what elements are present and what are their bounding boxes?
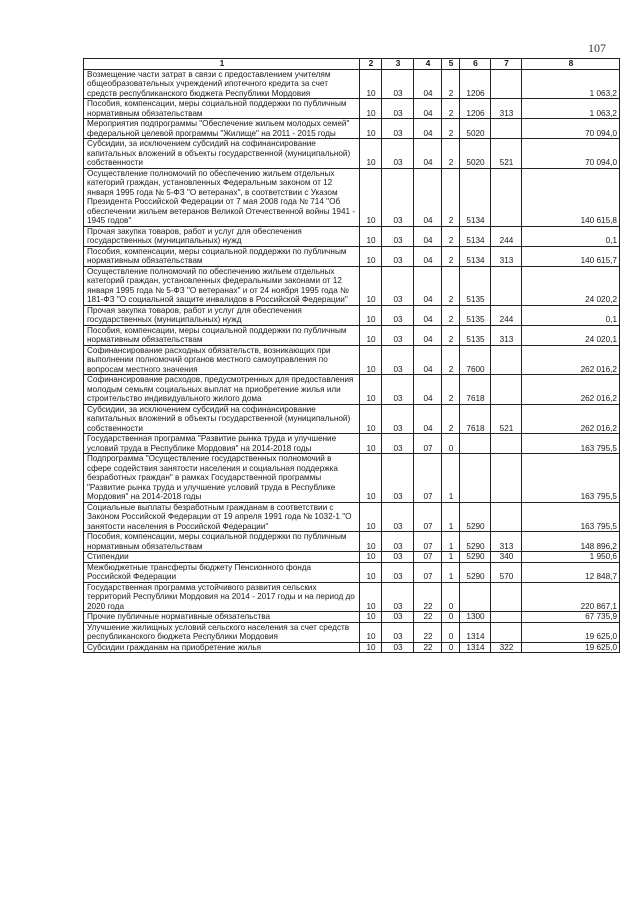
row-code: 5020 [460, 119, 491, 139]
row-subprogram: 1 [442, 552, 460, 563]
row-program: 04 [414, 305, 442, 325]
row-code: 5290 [460, 502, 491, 532]
row-expense-type [491, 266, 522, 305]
row-program: 04 [414, 69, 442, 99]
row-code: 1314 [460, 642, 491, 653]
row-name: Межбюджетные трансферты бюджету Пенсионного фонда Российской Федерации [84, 562, 360, 582]
row-subsection: 03 [382, 622, 414, 642]
row-amount: 70 094,0 [522, 139, 620, 169]
row-amount: 12 848,7 [522, 562, 620, 582]
row-subprogram: 2 [442, 168, 460, 226]
row-amount: 24 020,2 [522, 266, 620, 305]
row-amount: 163 795,5 [522, 454, 620, 503]
row-program: 04 [414, 99, 442, 119]
row-expense-type: 244 [491, 305, 522, 325]
row-subprogram: 0 [442, 612, 460, 623]
row-subprogram: 2 [442, 325, 460, 345]
row-amount: 19 625,0 [522, 642, 620, 653]
budget-table [83, 58, 620, 653]
row-subprogram: 1 [442, 532, 460, 552]
row-program: 04 [414, 325, 442, 345]
row-amount: 262 016,2 [522, 404, 620, 434]
row-name: Пособия, компенсации, меры социальной поддержки по публичным нормативным обязательствам [84, 99, 360, 119]
row-subsection: 03 [382, 325, 414, 345]
row-program: 04 [414, 168, 442, 226]
table-row [84, 454, 620, 503]
row-section: 10 [360, 642, 382, 653]
row-section: 10 [360, 375, 382, 405]
column-header: 4 [414, 59, 442, 70]
row-program: 07 [414, 502, 442, 532]
row-subsection: 03 [382, 562, 414, 582]
row-expense-type [491, 454, 522, 503]
table-row [84, 168, 620, 226]
table-row [84, 246, 620, 266]
table-row [84, 325, 620, 345]
row-section: 10 [360, 532, 382, 552]
row-amount: 67 735,9 [522, 612, 620, 623]
row-section: 10 [360, 404, 382, 434]
table-body [84, 69, 620, 653]
row-name: Осуществление полномочий по обеспечению жильем отдельных категорий граждан, установленных Федеральным законом от 12 января 1995 года № 5-ФЗ "О ветеранах", в соответствии с Указом Президента Российской Федерации от 7 мая 2008 года № 714 "Об обеспечении жильем ветеранов Великой Отечественной войны 1941 - 1945 годов" [84, 168, 360, 226]
row-expense-type [491, 345, 522, 375]
row-amount: 24 020,1 [522, 325, 620, 345]
row-name: Софинансирование расходов, предусмотренных для предоставления молодым семьям социальных выплат на приобретение жилья или строительство индивидуального жилого дома [84, 375, 360, 405]
row-amount: 1 950,6 [522, 552, 620, 563]
row-expense-type: 244 [491, 226, 522, 246]
row-name: Прочая закупка товаров, работ и услуг для обеспечения государственных (муниципальных) нужд [84, 305, 360, 325]
row-subprogram: 1 [442, 502, 460, 532]
row-expense-type: 322 [491, 642, 522, 653]
table-row [84, 434, 620, 454]
row-subsection: 03 [382, 454, 414, 503]
table-row [84, 375, 620, 405]
row-name: Возмещение части затрат в связи с предоставлением учителям общеобразовательных учреждений ипотечного кредита за счет средств республиканского бюджета Республики Мордовия [84, 69, 360, 99]
row-expense-type: 521 [491, 139, 522, 169]
row-amount: 163 795,5 [522, 502, 620, 532]
row-expense-type [491, 119, 522, 139]
row-expense-type: 313 [491, 99, 522, 119]
row-amount: 1 063,2 [522, 69, 620, 99]
row-name: Мероприятия подпрограммы "Обеспечение жильем молодых семей" федеральной целевой программы "Жилище" на 2011 - 2015 годы [84, 119, 360, 139]
row-subprogram: 1 [442, 562, 460, 582]
row-subprogram: 2 [442, 119, 460, 139]
row-name: Пособия, компенсации, меры социальной поддержки по публичным нормативным обязательствам [84, 246, 360, 266]
row-amount: 0,1 [522, 305, 620, 325]
row-name: Пособия, компенсации, меры социальной поддержки по публичным нормативным обязательствам [84, 325, 360, 345]
row-code: 5135 [460, 305, 491, 325]
row-amount: 220 867,1 [522, 582, 620, 612]
row-name: Прочая закупка товаров, работ и услуг для обеспечения государственных (муниципальных) нужд [84, 226, 360, 246]
row-expense-type: 340 [491, 552, 522, 563]
row-name: Субсидии, за исключением субсидий на софинансирование капитальных вложений в объекты государственной (муниципальной) собственности [84, 404, 360, 434]
table-row [84, 139, 620, 169]
row-subsection: 03 [382, 552, 414, 563]
row-program: 22 [414, 622, 442, 642]
row-amount: 262 016,2 [522, 345, 620, 375]
row-section: 10 [360, 454, 382, 503]
table-row [84, 404, 620, 434]
row-code [460, 582, 491, 612]
row-name: Улучшение жилищных условий сельского населения за счет средств республиканского бюджета Республики Мордовия [84, 622, 360, 642]
row-code: 5290 [460, 552, 491, 563]
row-subsection: 03 [382, 168, 414, 226]
table-row [84, 532, 620, 552]
row-expense-type [491, 612, 522, 623]
row-expense-type [491, 622, 522, 642]
table-row [84, 502, 620, 532]
row-name: Субсидии гражданам на приобретение жилья [84, 642, 360, 653]
row-name: Социальные выплаты безработным гражданам в соответствии с Законом Российской Федерации от 19 апреля 1991 года № 1032-1 "О занятости населения в Российской Федерации" [84, 502, 360, 532]
row-code [460, 454, 491, 503]
column-header: 2 [360, 59, 382, 70]
row-code: 5290 [460, 532, 491, 552]
row-subsection: 03 [382, 502, 414, 532]
table-row [84, 552, 620, 563]
row-amount: 262 016,2 [522, 375, 620, 405]
row-subprogram: 2 [442, 375, 460, 405]
row-subsection: 03 [382, 69, 414, 99]
table-row [84, 99, 620, 119]
row-section: 10 [360, 434, 382, 454]
row-program: 04 [414, 375, 442, 405]
table-row [84, 119, 620, 139]
row-expense-type [491, 502, 522, 532]
row-amount: 19 625,0 [522, 622, 620, 642]
row-section: 10 [360, 168, 382, 226]
column-header: 3 [382, 59, 414, 70]
column-header: 7 [491, 59, 522, 70]
table-row [84, 612, 620, 623]
row-amount: 1 063,2 [522, 99, 620, 119]
row-subprogram: 2 [442, 139, 460, 169]
row-subsection: 03 [382, 642, 414, 653]
row-name: Стипендии [84, 552, 360, 563]
row-name: Пособия, компенсации, меры социальной поддержки по публичным нормативным обязательствам [84, 532, 360, 552]
row-subprogram: 2 [442, 345, 460, 375]
row-section: 10 [360, 99, 382, 119]
row-code: 5020 [460, 139, 491, 169]
row-section: 10 [360, 69, 382, 99]
row-code: 7600 [460, 345, 491, 375]
table-row [84, 266, 620, 305]
row-subprogram: 2 [442, 246, 460, 266]
row-expense-type: 570 [491, 562, 522, 582]
row-subprogram: 2 [442, 226, 460, 246]
row-section: 10 [360, 246, 382, 266]
row-code: 1300 [460, 612, 491, 623]
row-code: 7618 [460, 375, 491, 405]
row-name: Субсидии, за исключением субсидий на софинансирование капитальных вложений в объекты государственной (муниципальной) собственности [84, 139, 360, 169]
row-subsection: 03 [382, 99, 414, 119]
table-row [84, 69, 620, 99]
row-subsection: 03 [382, 226, 414, 246]
row-program: 07 [414, 434, 442, 454]
row-subprogram: 2 [442, 404, 460, 434]
row-subprogram: 0 [442, 582, 460, 612]
row-code [460, 434, 491, 454]
row-section: 10 [360, 226, 382, 246]
column-header: 1 [84, 59, 360, 70]
row-amount: 148 896,2 [522, 532, 620, 552]
row-subprogram: 2 [442, 99, 460, 119]
row-subsection: 03 [382, 612, 414, 623]
row-section: 10 [360, 552, 382, 563]
row-program: 04 [414, 246, 442, 266]
row-subprogram: 0 [442, 434, 460, 454]
column-header: 8 [522, 59, 620, 70]
row-name: Государственная программа "Развитие рынка труда и улучшение условий труда в Республике Мордовия" на 2014-2018 годы [84, 434, 360, 454]
table-row [84, 345, 620, 375]
row-program: 04 [414, 266, 442, 305]
table-row [84, 226, 620, 246]
row-name: Подпрограмма "Осуществление государственных полномочий в сфере содействия занятости населения и социальная поддержка безработных граждан" в рамках Государственной программы "Развитие рынка труда и улучшение условий труда в Республике Мордовия" на 2014-2018 годы [84, 454, 360, 503]
row-code: 7618 [460, 404, 491, 434]
row-section: 10 [360, 345, 382, 375]
row-subsection: 03 [382, 119, 414, 139]
row-section: 10 [360, 325, 382, 345]
row-section: 10 [360, 612, 382, 623]
row-section: 10 [360, 119, 382, 139]
row-subsection: 03 [382, 532, 414, 552]
row-code: 5134 [460, 168, 491, 226]
row-subsection: 03 [382, 375, 414, 405]
row-section: 10 [360, 582, 382, 612]
row-code: 1206 [460, 69, 491, 99]
row-program: 07 [414, 532, 442, 552]
row-subsection: 03 [382, 434, 414, 454]
row-subsection: 03 [382, 305, 414, 325]
row-subprogram: 1 [442, 454, 460, 503]
row-code: 5134 [460, 246, 491, 266]
row-amount: 163 795,5 [522, 434, 620, 454]
row-amount: 140 615,7 [522, 246, 620, 266]
table-row [84, 305, 620, 325]
row-expense-type [491, 582, 522, 612]
row-code: 5135 [460, 325, 491, 345]
table-row [84, 622, 620, 642]
column-header: 5 [442, 59, 460, 70]
row-subsection: 03 [382, 139, 414, 169]
row-name: Государственная программа устойчивого развития сельских территорий Республики Мордовия на 2014 - 2017 годы и на период до 2020 года [84, 582, 360, 612]
row-subprogram: 2 [442, 69, 460, 99]
row-program: 04 [414, 226, 442, 246]
row-program: 07 [414, 454, 442, 503]
row-expense-type [491, 69, 522, 99]
row-code: 5135 [460, 266, 491, 305]
column-header: 6 [460, 59, 491, 70]
row-section: 10 [360, 622, 382, 642]
row-program: 04 [414, 139, 442, 169]
row-expense-type: 521 [491, 404, 522, 434]
row-subsection: 03 [382, 266, 414, 305]
row-program: 22 [414, 582, 442, 612]
row-amount: 70 094,0 [522, 119, 620, 139]
row-program: 22 [414, 612, 442, 623]
row-amount: 140 615,8 [522, 168, 620, 226]
row-name: Софинансирование расходных обязательств, возникающих при выполнении полномочий органов местного самоуправления по вопросам местного значения [84, 345, 360, 375]
row-expense-type: 313 [491, 325, 522, 345]
row-section: 10 [360, 305, 382, 325]
row-subprogram: 2 [442, 305, 460, 325]
row-subsection: 03 [382, 582, 414, 612]
row-expense-type: 313 [491, 246, 522, 266]
row-expense-type [491, 375, 522, 405]
row-amount: 0,1 [522, 226, 620, 246]
row-code: 5134 [460, 226, 491, 246]
row-program: 04 [414, 119, 442, 139]
table-header-row [84, 59, 620, 70]
row-expense-type [491, 434, 522, 454]
page-number: 107 [588, 41, 606, 55]
table-row [84, 642, 620, 653]
row-subsection: 03 [382, 345, 414, 375]
row-subprogram: 0 [442, 622, 460, 642]
table-row [84, 562, 620, 582]
row-program: 07 [414, 562, 442, 582]
row-section: 10 [360, 139, 382, 169]
row-code: 1206 [460, 99, 491, 119]
row-program: 04 [414, 404, 442, 434]
row-subsection: 03 [382, 404, 414, 434]
row-subprogram: 0 [442, 642, 460, 653]
row-section: 10 [360, 562, 382, 582]
row-subsection: 03 [382, 246, 414, 266]
row-section: 10 [360, 502, 382, 532]
row-name: Осуществление полномочий по обеспечению жильем отдельных категорий граждан, установленных федеральными законами от 12 января 1995 года № 5-ФЗ "О ветеранах" и от 24 ноября 1995 года № 181-ФЗ "О социальной защите инвалидов в Российской Федерации" [84, 266, 360, 305]
table-row [84, 582, 620, 612]
row-name: Прочие публичные нормативные обязательства [84, 612, 360, 623]
row-subprogram: 2 [442, 266, 460, 305]
row-section: 10 [360, 266, 382, 305]
row-program: 22 [414, 642, 442, 653]
row-code: 5290 [460, 562, 491, 582]
row-program: 07 [414, 552, 442, 563]
row-expense-type [491, 168, 522, 226]
row-expense-type: 313 [491, 532, 522, 552]
row-code: 1314 [460, 622, 491, 642]
row-program: 04 [414, 345, 442, 375]
